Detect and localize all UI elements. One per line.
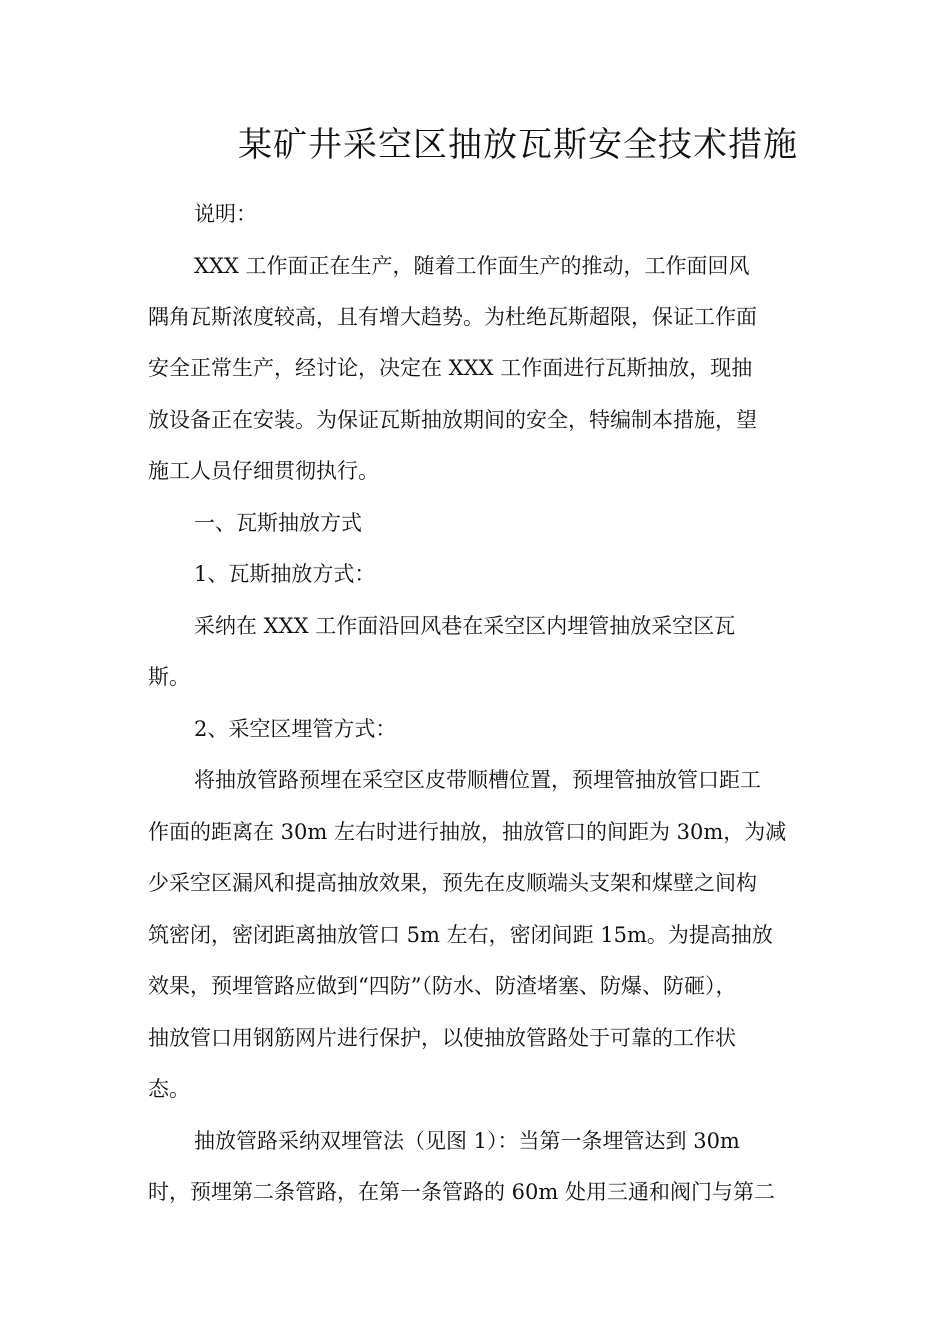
section-heading: 一、瓦斯抽放方式: [194, 511, 362, 535]
paragraph-line: 时，预埋第二条管路，在第一条管路的 60m 处用三通和阀门与第二: [148, 1180, 775, 1204]
subsection-heading: 2、采空区埋管方式：: [194, 717, 397, 741]
paragraph-line: 作面的距离在 30m 左右时进行抽放，抽放管口的间距为 30m，为减: [148, 820, 787, 844]
paragraph-line: 斯。: [148, 665, 190, 689]
paragraph-line: 采纳在 XXX 工作面沿回风巷在采空区内埋管抽放采空区瓦: [194, 614, 736, 638]
paragraph-line: 说明：: [194, 202, 257, 226]
paragraph-line: 放设备正在安装。为保证瓦斯抽放期间的安全，特编制本措施，望: [148, 408, 757, 432]
paragraph-line: 抽放管路采纳双埋管法（见图 1）：当第一条埋管达到 30m: [194, 1129, 740, 1153]
paragraph-line: 施工人员仔细贯彻执行。: [148, 459, 379, 483]
subsection-heading: 1、瓦斯抽放方式：: [194, 562, 376, 586]
paragraph-line: 安全正常生产，经讨论，决定在 XXX 工作面进行瓦斯抽放，现抽: [148, 356, 753, 380]
paragraph-line: 态。: [148, 1077, 190, 1101]
paragraph-line: 抽放管口用钢筋网片进行保护，以使抽放管路处于可靠的工作状: [148, 1026, 736, 1050]
paragraph-line: XXX 工作面正在生产，随着工作面生产的推动，工作面回风: [194, 254, 750, 278]
paragraph-line: 少采空区漏风和提高抽放效果，预先在皮顺端头支架和煤壁之间构: [148, 871, 757, 895]
document-title: 某矿井采空区抽放瓦斯安全技术措施: [238, 125, 798, 165]
paragraph-line: 筑密闭，密闭距离抽放管口 5m 左右，密闭间距 15m。为提高抽放: [148, 923, 773, 947]
paragraph-line: 效果，预埋管路应做到“四防”（防水、防渣堵塞、防爆、防砸），: [148, 974, 737, 998]
paragraph-line: 隅角瓦斯浓度较高，且有增大趋势。为杜绝瓦斯超限，保证工作面: [148, 305, 757, 329]
paragraph-line: 将抽放管路预埋在采空区皮带顺槽位置，预埋管抽放管口距工: [194, 768, 761, 792]
